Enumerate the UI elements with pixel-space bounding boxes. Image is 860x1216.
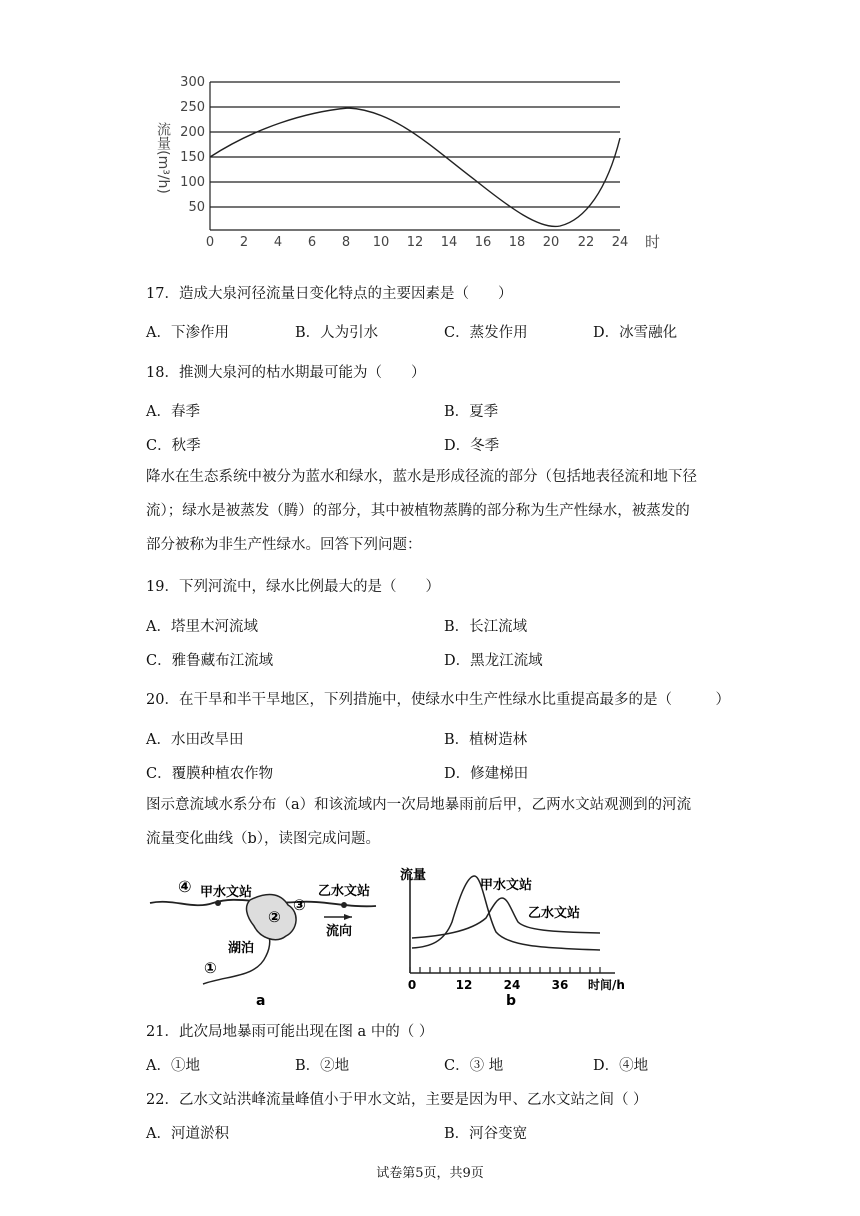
hydrograph-b — [400, 862, 650, 1010]
option-20-b: B．植树造林 — [444, 732, 528, 748]
option-17-d: D．冰雪融化 — [593, 325, 678, 341]
option-18-a: A．春季 — [146, 404, 200, 420]
discharge-curve — [210, 108, 620, 226]
option-19-c: C．雅鲁藏布江流域 — [146, 653, 274, 669]
x-tick: 24 — [503, 978, 521, 992]
x-tick: 10 — [372, 235, 390, 250]
y-tick: 100 — [180, 175, 205, 190]
option-20-c: C．覆膜种植农作物 — [146, 766, 274, 782]
option-18-c: C．秋季 — [146, 438, 201, 454]
page-footer: 试卷第5页，共9页 — [376, 1166, 484, 1181]
option-21-c: C．③ 地 — [444, 1058, 504, 1074]
option-19-d: D．黑龙江流域 — [444, 653, 543, 669]
x-tick: 4 — [273, 235, 283, 250]
label-flow-direction: 流向 — [326, 924, 353, 939]
question-17: 17．造成大泉河径流量日变化特点的主要因素是（ ） — [146, 286, 513, 302]
y-tick: 250 — [180, 100, 205, 115]
passage-line: 流量变化曲线（b），读图完成问题。 — [146, 831, 381, 847]
option-17-b: B．人为引水 — [295, 325, 379, 341]
x-tick: 2 — [239, 235, 249, 250]
y-axis-label: 流量 — [400, 868, 427, 883]
x-tick: 0 — [205, 235, 215, 250]
x-tick: 6 — [307, 235, 317, 250]
x-tick: 8 — [341, 235, 351, 250]
drainage-map-a — [148, 870, 388, 1010]
x-tick: 22 — [577, 235, 595, 250]
option-19-b: B．长江流域 — [444, 619, 528, 635]
label-3: ③ — [293, 896, 306, 914]
question-21: 21．此次局地暴雨可能出现在图 a 中的（ ） — [146, 1024, 434, 1040]
y-tick: 200 — [180, 125, 205, 140]
option-17-c: C．蒸发作用 — [444, 325, 528, 341]
x-tick: 20 — [542, 235, 560, 250]
passage-line: 降水在生态系统中被分为蓝水和绿水，蓝水是形成径流的部分（包括地表径流和地下径 — [146, 469, 697, 485]
option-22-b: B．河谷变宽 — [444, 1126, 528, 1142]
passage-line: 部分被称为非生产性绿水。回答下列问题： — [146, 537, 422, 553]
label-1: ① — [204, 959, 217, 977]
discharge-chart — [145, 70, 665, 255]
label-yi-curve: 乙水文站 — [528, 906, 581, 921]
option-18-d: D．冬季 — [444, 438, 500, 454]
option-22-a: A．河道淤积 — [146, 1126, 229, 1142]
question-19: 19．下列河流中，绿水比例最大的是（ ） — [146, 579, 440, 595]
x-unit: 时 — [645, 233, 661, 251]
option-21-d: D．④地 — [593, 1058, 649, 1074]
label-jia-curve: 甲水文站 — [480, 878, 533, 893]
y-tick: 50 — [188, 200, 205, 215]
x-tick: 14 — [440, 235, 458, 250]
caption-a: a — [256, 993, 266, 1009]
label-lake: 湖泊 — [228, 941, 255, 956]
x-unit: 时间/h — [588, 978, 625, 992]
question-20: 20．在干旱和半干旱地区，下列措施中，使绿水中生产性绿水比重提高最多的是（ ） — [146, 692, 730, 708]
option-20-a: A．水田改旱田 — [146, 732, 244, 748]
passage-line: 图示意流域水系分布（a）和该流域内一次局地暴雨前后甲，乙两水文站观测到的河流 — [146, 797, 692, 813]
y-tick: 150 — [180, 150, 205, 165]
x-tick: 24 — [611, 235, 629, 250]
passage-figure-intro — [146, 788, 691, 856]
x-tick: 12 — [406, 235, 424, 250]
option-20-d: D．修建梯田 — [444, 766, 529, 782]
x-tick: 12 — [455, 978, 473, 992]
label-yi-station: 乙水文站 — [318, 884, 371, 899]
option-17-a: A．下渗作用 — [146, 325, 229, 341]
caption-b: b — [506, 993, 517, 1009]
option-19-a: A．塔里木河流域 — [146, 619, 258, 635]
label-2: ② — [268, 908, 281, 926]
option-18-b: B．夏季 — [444, 404, 499, 420]
x-tick: 0 — [407, 978, 417, 992]
y-tick: 300 — [180, 75, 205, 90]
label-jia-station: 甲水文站 — [200, 885, 253, 900]
question-18: 18．推测大泉河的枯水期最可能为（ ） — [146, 365, 426, 381]
x-tick: 36 — [551, 978, 569, 992]
x-tick: 16 — [474, 235, 492, 250]
passage-blue-green-water — [146, 460, 697, 562]
y-axis-label: 流量(m³/h) — [155, 122, 171, 194]
label-4: ④ — [178, 877, 192, 896]
passage-line: 流）；绿水是被蒸发（腾）的部分，其中被植物蒸腾的部分称为生产性绿水，被蒸发的 — [146, 503, 690, 519]
option-21-b: B．②地 — [295, 1058, 350, 1074]
question-22: 22．乙水文站洪峰流量峰值小于甲水文站，主要是因为甲、乙水文站之间（ ） — [146, 1092, 648, 1108]
option-21-a: A．①地 — [146, 1058, 200, 1074]
x-tick: 18 — [508, 235, 526, 250]
